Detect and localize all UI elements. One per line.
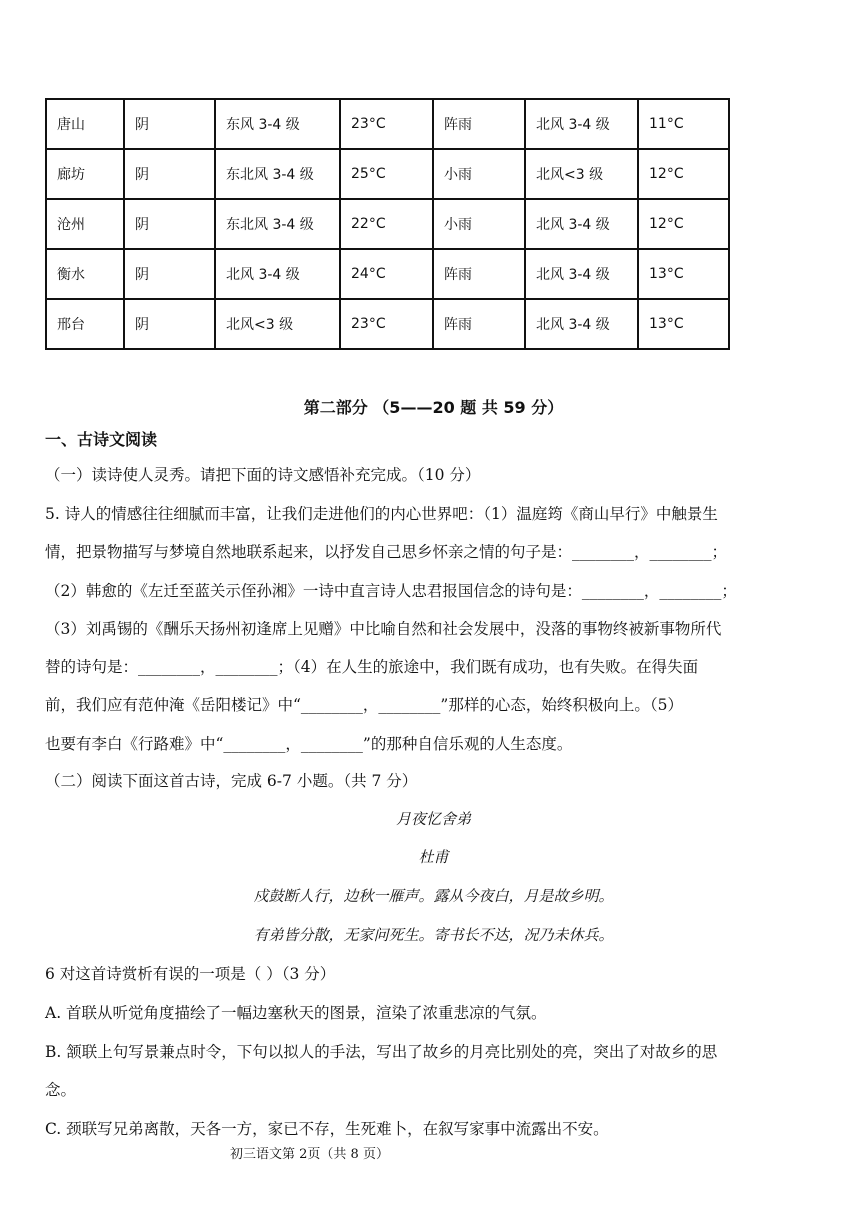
q5-line: （3）刘禹锡的《酬乐天扬州初逢席上见赠》中比喻自然和社会发展中，没落的事物终被新事物所代 [45, 620, 722, 638]
table-row [46, 249, 729, 299]
poem-line: 戍鼓断人行，边秋一雁声。露从今夜白，月是故乡明。 [253, 887, 614, 905]
table-cell: 北风 3-4 级 [215, 249, 340, 299]
table-cell: 小雨 [433, 149, 525, 199]
weather-table [45, 98, 730, 350]
table-cell: 阴 [124, 199, 215, 249]
table-cell: 邢台 [46, 299, 124, 349]
table-row [46, 99, 729, 149]
table-cell: 唐山 [46, 99, 124, 149]
table-cell: 北风 3-4 级 [525, 249, 638, 299]
table-cell: 23°C [340, 299, 433, 349]
table-row [46, 199, 729, 249]
table-cell: 北风 3-4 级 [525, 299, 638, 349]
table-cell: 北风 3-4 级 [525, 99, 638, 149]
q6-stem: 6 对这首诗赏析有误的一项是（ ）（3 分） [45, 965, 336, 983]
table-cell: 阵雨 [433, 99, 525, 149]
table-cell: 13°C [638, 249, 729, 299]
option-c: C. 颈联写兄弟离散，天各一方，家已不存，生死难卜，在叙写家事中流露出不安。 [45, 1120, 609, 1138]
q5-line: （2）韩愈的《左迁至蓝关示侄孙湘》一诗中直言诗人忠君报国信念的诗句是：________，________； [45, 582, 737, 600]
table-cell: 小雨 [433, 199, 525, 249]
table-cell: 阴 [124, 249, 215, 299]
table-cell: 阴 [124, 99, 215, 149]
table-cell: 12°C [638, 199, 729, 249]
table-cell: 12°C [638, 149, 729, 199]
poem-line: 有弟皆分散，无家问死生。寄书长不达，况乃未休兵。 [253, 926, 614, 944]
q5-line: 替的诗句是：________，________；（4）在人生的旅途中，我们既有成功，也有失败。在得失面 [45, 658, 699, 676]
option-b: B. 颔联上句写景兼点时令，下句以拟人的手法，写出了故乡的月亮比别处的亮，突出了对故乡的思 [45, 1043, 718, 1061]
table-cell: 北风<3 级 [215, 299, 340, 349]
q5-line: 也要有李白《行路难》中“________，________”的那种自信乐观的人生态度。 [45, 735, 573, 753]
section-heading: 一、古诗文阅读 [45, 430, 158, 449]
q5-line: 5. 诗人的情感往往细腻而丰富，让我们走进他们的内心世界吧：（1）温庭筠《商山早行》中触景生 [45, 505, 718, 523]
poem-author: 杜甫 [418, 848, 449, 866]
option-b-cont: 念。 [45, 1081, 77, 1099]
table-cell: 25°C [340, 149, 433, 199]
subsection-2-heading: （二）阅读下面这首古诗，完成 6-7 小题。（共 7 分） [45, 772, 418, 790]
q5-line: 情，把景物描写与梦境自然地联系起来，以抒发自己思乡怀亲之情的句子是：________，________； [45, 543, 728, 561]
table-cell: 东风 3-4 级 [215, 99, 340, 149]
table-cell: 13°C [638, 299, 729, 349]
table-cell: 沧州 [46, 199, 124, 249]
table-cell: 23°C [340, 99, 433, 149]
table-cell: 24°C [340, 249, 433, 299]
option-a: A. 首联从听觉角度描绘了一幅边塞秋天的图景，渲染了浓重悲凉的气氛。 [45, 1004, 547, 1022]
table-row [46, 299, 729, 349]
subsection-1-heading: （一）读诗使人灵秀。请把下面的诗文感悟补充完成。（10 分） [45, 466, 481, 484]
table-cell: 廊坊 [46, 149, 124, 199]
table-cell: 阵雨 [433, 249, 525, 299]
table-cell: 东北风 3-4 级 [215, 149, 340, 199]
table-row [46, 149, 729, 199]
page-footer: 初三语文第 2页（共 8 页） [230, 1147, 389, 1162]
part-title: 第二部分 （5——20 题 共 59 分） [303, 398, 564, 417]
table-cell: 北风<3 级 [525, 149, 638, 199]
table-cell: 衡水 [46, 249, 124, 299]
table-cell: 阴 [124, 149, 215, 199]
poem-title: 月夜忆舍弟 [395, 810, 471, 828]
table-cell: 22°C [340, 199, 433, 249]
table-cell: 11°C [638, 99, 729, 149]
table-cell: 东北风 3-4 级 [215, 199, 340, 249]
table-cell: 北风 3-4 级 [525, 199, 638, 249]
table-cell: 阴 [124, 299, 215, 349]
q5-line: 前，我们应有范仲淹《岳阳楼记》中“________，________”那样的心态，始终积极向上。（5） [45, 696, 683, 714]
table-cell: 阵雨 [433, 299, 525, 349]
